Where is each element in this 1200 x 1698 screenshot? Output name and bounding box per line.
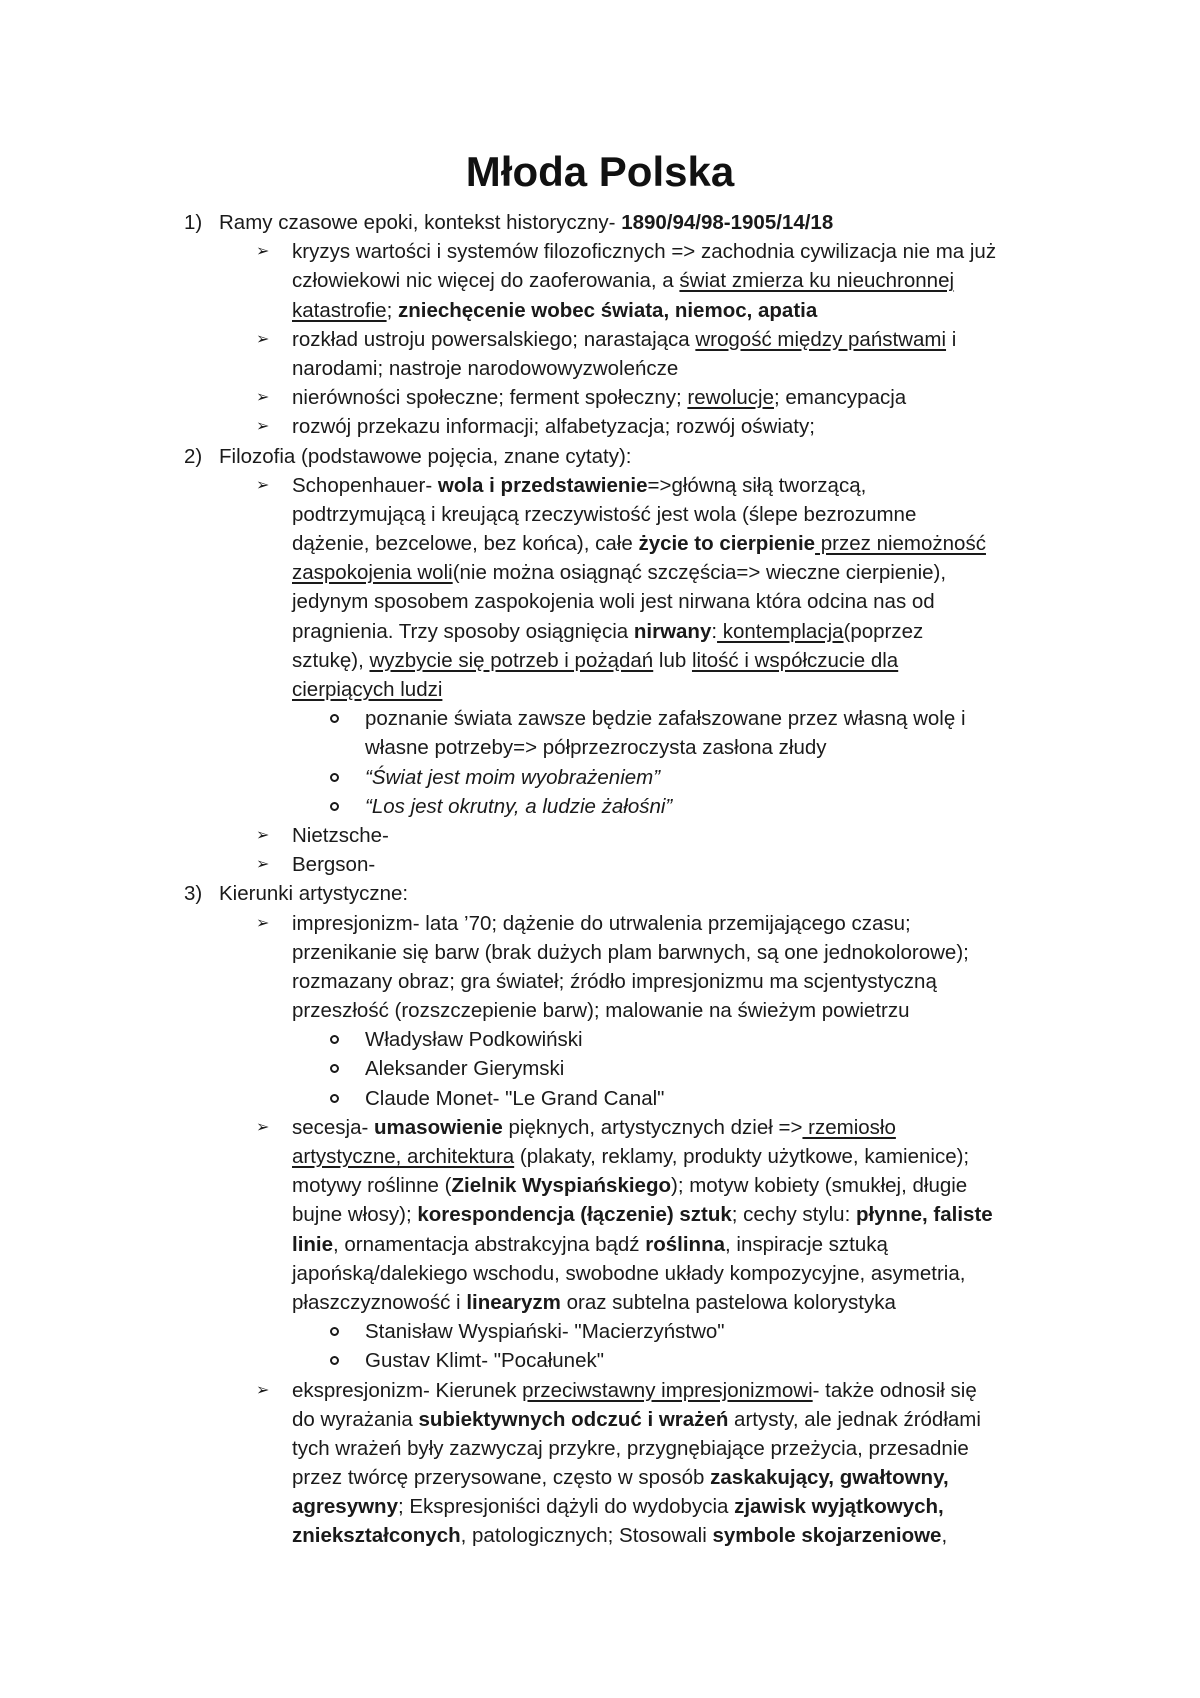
bullet-item-text: do wyrażania subiektywnych odczuć i wrażeń artysty, ale jednak źródłami (292, 1407, 981, 1431)
list-item-text: Ramy czasowe epoki, kontekst historyczny- 1890/94/98-1905/14/18 (219, 211, 834, 234)
bullet-item-text: zaspokojenia woli(nie można osiągnąć szczęścia=> wieczne cierpienie), (292, 561, 947, 585)
text-line (0, 1171, 1200, 1200)
text-line (0, 1492, 1200, 1521)
text-line (0, 1434, 1200, 1463)
text-line (0, 354, 1200, 383)
text-line (0, 879, 1200, 908)
circle-bullet-icon (330, 714, 339, 723)
bullet-item-text: artystyczne, architektura (plakaty, reklamy, produkty użytkowe, kamienice); (292, 1145, 970, 1168)
bullet-item-text: Bergson- (292, 853, 376, 877)
bullet-item-text: tych wrażeń były zazwyczaj przykre, przygnębiające przeżycia, przesadnie (292, 1436, 969, 1460)
sub-bullet-item-text: “Los jest okrutny, a ludzie żałośni” (365, 794, 673, 818)
bullet-item-text: płaszczyznowość i linearyzm oraz subtelna pastelowa kolorystyka (292, 1290, 896, 1314)
bullet-item-text: kryzys wartości i systemów filozoficznych => zachodnia cywilizacja nie ma już (292, 240, 997, 264)
text-line (0, 733, 1200, 762)
bullet-item-text: pragnienia. Trzy sposoby osiągnięcia nirwany: kontemplacja(poprzez (292, 619, 924, 643)
bullet-item-text: przez twórcę przerysowane, często w sposób zaskakujący, gwałtowny, (292, 1466, 949, 1490)
circle-bullet-icon (330, 802, 339, 811)
list-number: 1) (184, 211, 203, 234)
sub-bullet-item-text: Aleksander Gierymski (365, 1057, 565, 1081)
page-title: Młoda Polska (465, 148, 735, 195)
text-line (0, 1288, 1200, 1317)
bullet-item-text: cierpiących ludzi (292, 678, 443, 701)
bullet-item-text: Schopenhauer- wola i przedstawienie=>główną siłą tworzącą, (292, 473, 867, 497)
bullet-item-text: jedynym sposobem zaspokojenia woli jest nirwana która odcina nas od (292, 590, 935, 614)
text-line (0, 1346, 1200, 1375)
sub-bullet-item-text: Stanisław Wyspiański- "Macierzyństwo" (365, 1320, 725, 1344)
document-body (0, 208, 1200, 1551)
bullet-item-text: nierówności społeczne; ferment społeczny; rewolucje; emancypacja (292, 386, 907, 410)
arrow-bullet-icon: ➢ (256, 826, 270, 844)
text-line (0, 266, 1200, 295)
text-line (0, 909, 1200, 938)
text-line (0, 967, 1200, 996)
bullet-item-text: przeszłość (rozszczepienie barw); malowanie na świeżym powietrzu (292, 999, 910, 1023)
sub-bullet-item-text: Gustav Klimt- "Pocałunek" (365, 1349, 605, 1373)
bullet-item-text: sztukę), wyzbycie się potrzeb i pożądań lub litość i współczucie dla (292, 648, 899, 672)
text-line (0, 296, 1200, 325)
text-line (0, 325, 1200, 354)
text-line (0, 1142, 1200, 1171)
list-number: 3) (184, 882, 203, 906)
text-line (0, 1113, 1200, 1142)
bullet-item-text: Nietzsche- (292, 823, 389, 847)
arrow-bullet-icon: ➢ (256, 1381, 270, 1399)
bullet-item-text: narodami; nastroje narodowowyzwoleńcze (292, 356, 679, 380)
bullet-item-text: katastrofie; zniechęcenie wobec świata, niemoc, apatia (292, 298, 818, 322)
bullet-item-text: rozwój przekazu informacji; alfabetyzacja; rozwój oświaty; (292, 415, 815, 439)
text-line (0, 529, 1200, 558)
text-line (0, 587, 1200, 616)
text-line (0, 850, 1200, 879)
list-number: 2) (184, 444, 203, 468)
text-line (0, 617, 1200, 646)
text-line (0, 792, 1200, 821)
arrow-bullet-icon: ➢ (256, 243, 270, 261)
text-line (0, 704, 1200, 733)
text-line (0, 1025, 1200, 1054)
bullet-item-text: rozkład ustroju powersalskiego; narastająca wrogość między państwami i (292, 327, 957, 351)
bullet-item-text: linie, ornamentacja abstrakcyjna bądź roślinna, inspiracje sztuką (292, 1232, 888, 1256)
bullet-item-text: podtrzymującą i kreującą rzeczywistość jest wola (ślepe bezrozumne (292, 502, 917, 526)
bullet-item-text: człowiekowi nic więcej do zaoferowania, a świat zmierza ku nieuchronnej (292, 269, 955, 293)
text-line (0, 1200, 1200, 1229)
text-line (0, 500, 1200, 529)
sub-bullet-item-text: poznanie świata zawsze będzie zafałszowane przez własną wolę i (365, 707, 966, 731)
bullet-item-text: przenikanie się barw (brak dużych plam barwnych, są one jednokolorowe); (292, 940, 969, 964)
text-line (0, 208, 1200, 237)
bullet-item-text: dążenie, bezcelowe, bez końca), całe życie to cierpienie przez niemożność (292, 532, 986, 556)
text-line (0, 1230, 1200, 1259)
text-line (0, 1405, 1200, 1434)
circle-bullet-icon (330, 1094, 339, 1103)
circle-bullet-icon (330, 1035, 339, 1044)
bullet-item-text: japońską/dalekiego wschodu, swobodne układy kompozycyjne, asymetria, (292, 1261, 966, 1285)
text-line (0, 558, 1200, 587)
text-line (0, 763, 1200, 792)
sub-bullet-item-text: Claude Monet- "Le Grand Canal" (365, 1086, 665, 1110)
circle-bullet-icon (330, 1356, 339, 1365)
text-line (0, 442, 1200, 471)
text-line (0, 1376, 1200, 1405)
circle-bullet-icon (330, 1327, 339, 1336)
arrow-bullet-icon: ➢ (256, 1118, 270, 1136)
arrow-bullet-icon: ➢ (256, 330, 270, 348)
sub-bullet-item-text: własne potrzeby=> półprzezroczysta zasłona złudy (365, 736, 827, 760)
text-line (0, 821, 1200, 850)
bullet-item-text: rozmazany obraz; gra świateł; źródło impresjonizmu ma scjentystyczną (292, 969, 937, 993)
text-line (0, 1259, 1200, 1288)
arrow-bullet-icon: ➢ (256, 914, 270, 932)
arrow-bullet-icon: ➢ (256, 856, 270, 874)
sub-bullet-item-text: Władysław Podkowiński (365, 1028, 583, 1052)
text-line (0, 237, 1200, 266)
bullet-item-text: agresywny; Ekspresjoniści dążyli do wydobycia zjawisk wyjątkowych, (292, 1495, 944, 1519)
list-item-text: Filozofia (podstawowe pojęcia, znane cytaty): (219, 444, 632, 468)
circle-bullet-icon (330, 773, 339, 782)
bullet-item-text: zniekształconych, patologicznych; Stosowali symbole skojarzeniowe, (292, 1524, 948, 1548)
text-line (0, 938, 1200, 967)
arrow-bullet-icon: ➢ (256, 476, 270, 494)
bullet-item-text: impresjonizm- lata ’70; dążenie do utrwalenia przemijającego czasu; (292, 911, 911, 935)
bullet-item-text: ekspresjonizm- Kierunek przeciwstawny impresjonizmowi- także odnosił się (292, 1378, 977, 1402)
text-line (0, 383, 1200, 412)
text-line (0, 646, 1200, 675)
list-item-text: Kierunki artystyczne: (219, 882, 409, 906)
text-line (0, 996, 1200, 1025)
bullet-item-text: bujne włosy); korespondencja (łączenie) sztuk; cechy stylu: płynne, faliste (292, 1203, 993, 1227)
bullet-item-text: motywy roślinne (Zielnik Wyspiańskiego); motyw kobiety (smukłej, długie (292, 1174, 968, 1198)
text-line (0, 675, 1200, 704)
text-line (0, 1084, 1200, 1113)
arrow-bullet-icon: ➢ (256, 418, 270, 436)
sub-bullet-item-text: “Świat jest moim wyobrażeniem” (365, 765, 661, 789)
text-line (0, 412, 1200, 441)
circle-bullet-icon (330, 1064, 339, 1073)
text-line (0, 1521, 1200, 1550)
text-line (0, 1317, 1200, 1346)
bullet-item-text: secesja- umasowienie pięknych, artystycznych dzieł => rzemiosło (292, 1115, 896, 1139)
text-line (0, 1463, 1200, 1492)
arrow-bullet-icon: ➢ (256, 389, 270, 407)
text-line (0, 471, 1200, 500)
text-line (0, 1054, 1200, 1083)
